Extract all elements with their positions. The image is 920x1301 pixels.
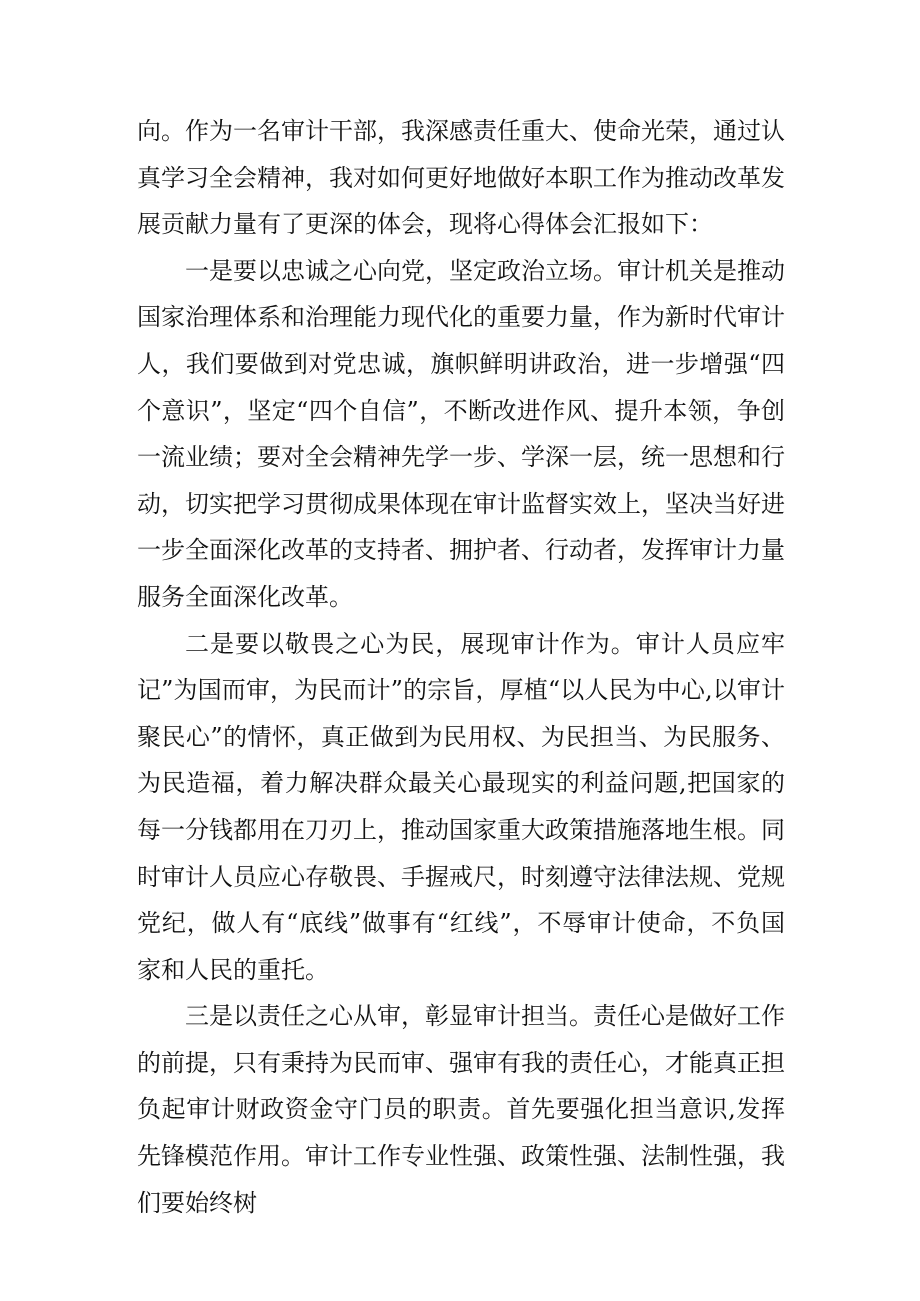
- paragraph-continuation: 向。作为一名审计干部，我深感责任重大、使命光荣，通过认真学习全会精神，我对如何更好地做好本职工作为推动改革发展贡献力量有了更深的体会，现将心得体会汇报如下：: [137, 117, 785, 239]
- document-body: [137, 108, 785, 1226]
- paragraph-people: 二是要以敬畏之心为民，展现审计作为。审计人员应牢记”为国而审，为民而计”的宗旨，厚植“以人民为中心,以审计聚民心”的情怀，真正做到为民用权、为民担当、为民服务、为民造福，着力解决群众最关心最现实的利益问题,把国家的每一分钱都用在刀刃上，推动国家重大政策措施落地生根。同时审计人员应心存敬畏、手握戒尺，时刻遵守法律法规、党规党纪，做人有“底线”做事有“红线”，不辱审计使命，不负国家和人民的重托。: [137, 629, 785, 984]
- paragraph-loyalty: 一是要以忠诚之心向党，坚定政治立场。审计机关是推动国家治理体系和治理能力现代化的重要力量，作为新时代审计人，我们要做到对党忠诚，旗帜鲜明讲政治，进一步增强“四个意识”，坚定“四个自信”，不断改进作风、提升本领，争创一流业绩；要对全会精神先学一步、学深一层，统一思想和行动，切实把学习贯彻成果体现在审计监督实效上，坚决当好进一步全面深化改革的支持者、拥护者、行动者，发挥审计力量服务全面深化改革。: [137, 256, 785, 611]
- paragraph-responsibility: 三是以责任之心从审，彰显审计担当。责任心是做好工作的前提，只有秉持为民而审、强审有我的责任心，才能真正担负起审计财政资金守门员的职责。首先要强化担当意识,发挥先锋模范作用。审计工作专业性强、政策性强、法制性强，我们要始终树: [137, 1002, 785, 1217]
